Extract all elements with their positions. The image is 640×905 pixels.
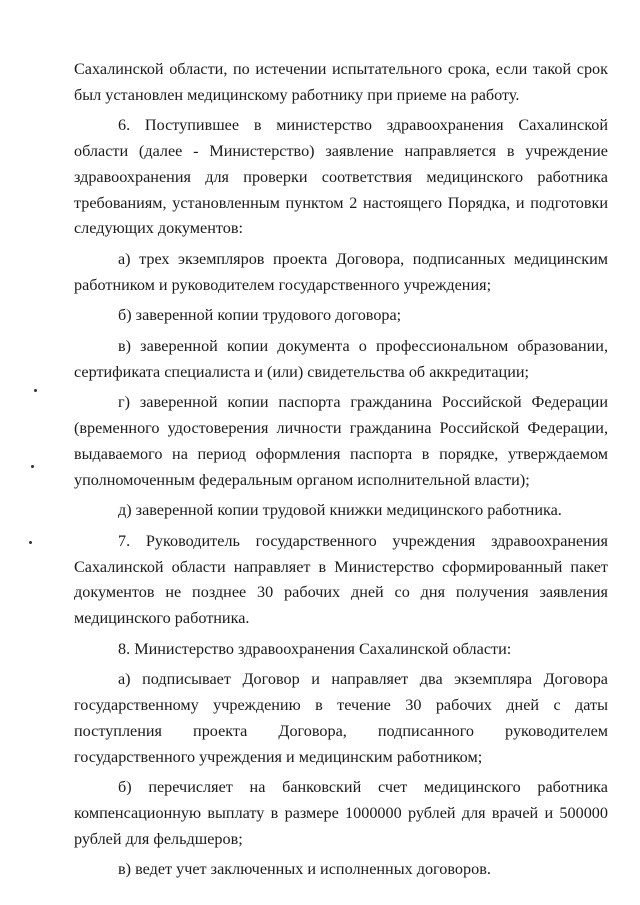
list-item-g: г) заверенной копии паспорта гражданина Российской Федерации (временного удостоверения личности гражданина Российской Федерации, выдаваемого на период оформления паспорта в порядке, утверждаемом уполномоченным федеральным органом исполнительной власти); <box>74 393 608 489</box>
scan-speck <box>34 389 37 392</box>
document-body <box>74 57 608 883</box>
list-item-8b: б) перечисляет на банковский счет медицинского работника компенсационную выплату в размере 1000000 рублей для врачей и 500000 рублей для фельдшеров; <box>74 778 608 848</box>
list-item-d: д) заверенной копии трудовой книжки медицинского работника. <box>118 501 562 520</box>
paragraph-continuation: Сахалинской области, по истечении испытательного срока, если такой срок был установлен медицинскому работнику при приеме на работу. <box>74 60 608 104</box>
list-item-v: в) заверенной копии документа о профессиональном образовании, сертификата специалиста и (или) свидетельства об аккредитации; <box>74 337 608 381</box>
list-item-8v: в) ведет учет заключенных и исполненных договоров. <box>118 860 491 879</box>
scan-speck <box>29 541 32 544</box>
paragraph-item-6: 6. Поступившее в министерство здравоохранения Сахалинской области (далее - Министерство) заявление направляется в учреждение здравоохранения для проверки соответствия медицинского работника требованиям, установленным пунктом 2 настоящего Порядка, и подготовки следующих документов: <box>74 116 608 238</box>
scan-speck <box>31 465 34 468</box>
list-item-a: а) трех экземпляров проекта Договора, подписанных медицинским работником и руководителем государственного учреждения; <box>74 249 608 294</box>
list-item-8a: а) подписывает Договор и направляет два экземпляра Договора государственному учреждению в течение 30 рабочих дней с даты поступления проекта Договора, подписанного руководителем государственного учреждения и медицинским работником; <box>74 670 608 766</box>
paragraph-item-7: 7. Руководитель государственного учреждения здравоохранения Сахалинской области направляет в Министерство сформированный пакет документов не позднее 30 рабочих дней со дня получения заявления медицинского работника. <box>74 531 608 628</box>
paragraph-item-8: 8. Министерство здравоохранения Сахалинской области: <box>118 639 512 658</box>
list-item-b: б) заверенной копии трудового договора; <box>118 306 402 325</box>
